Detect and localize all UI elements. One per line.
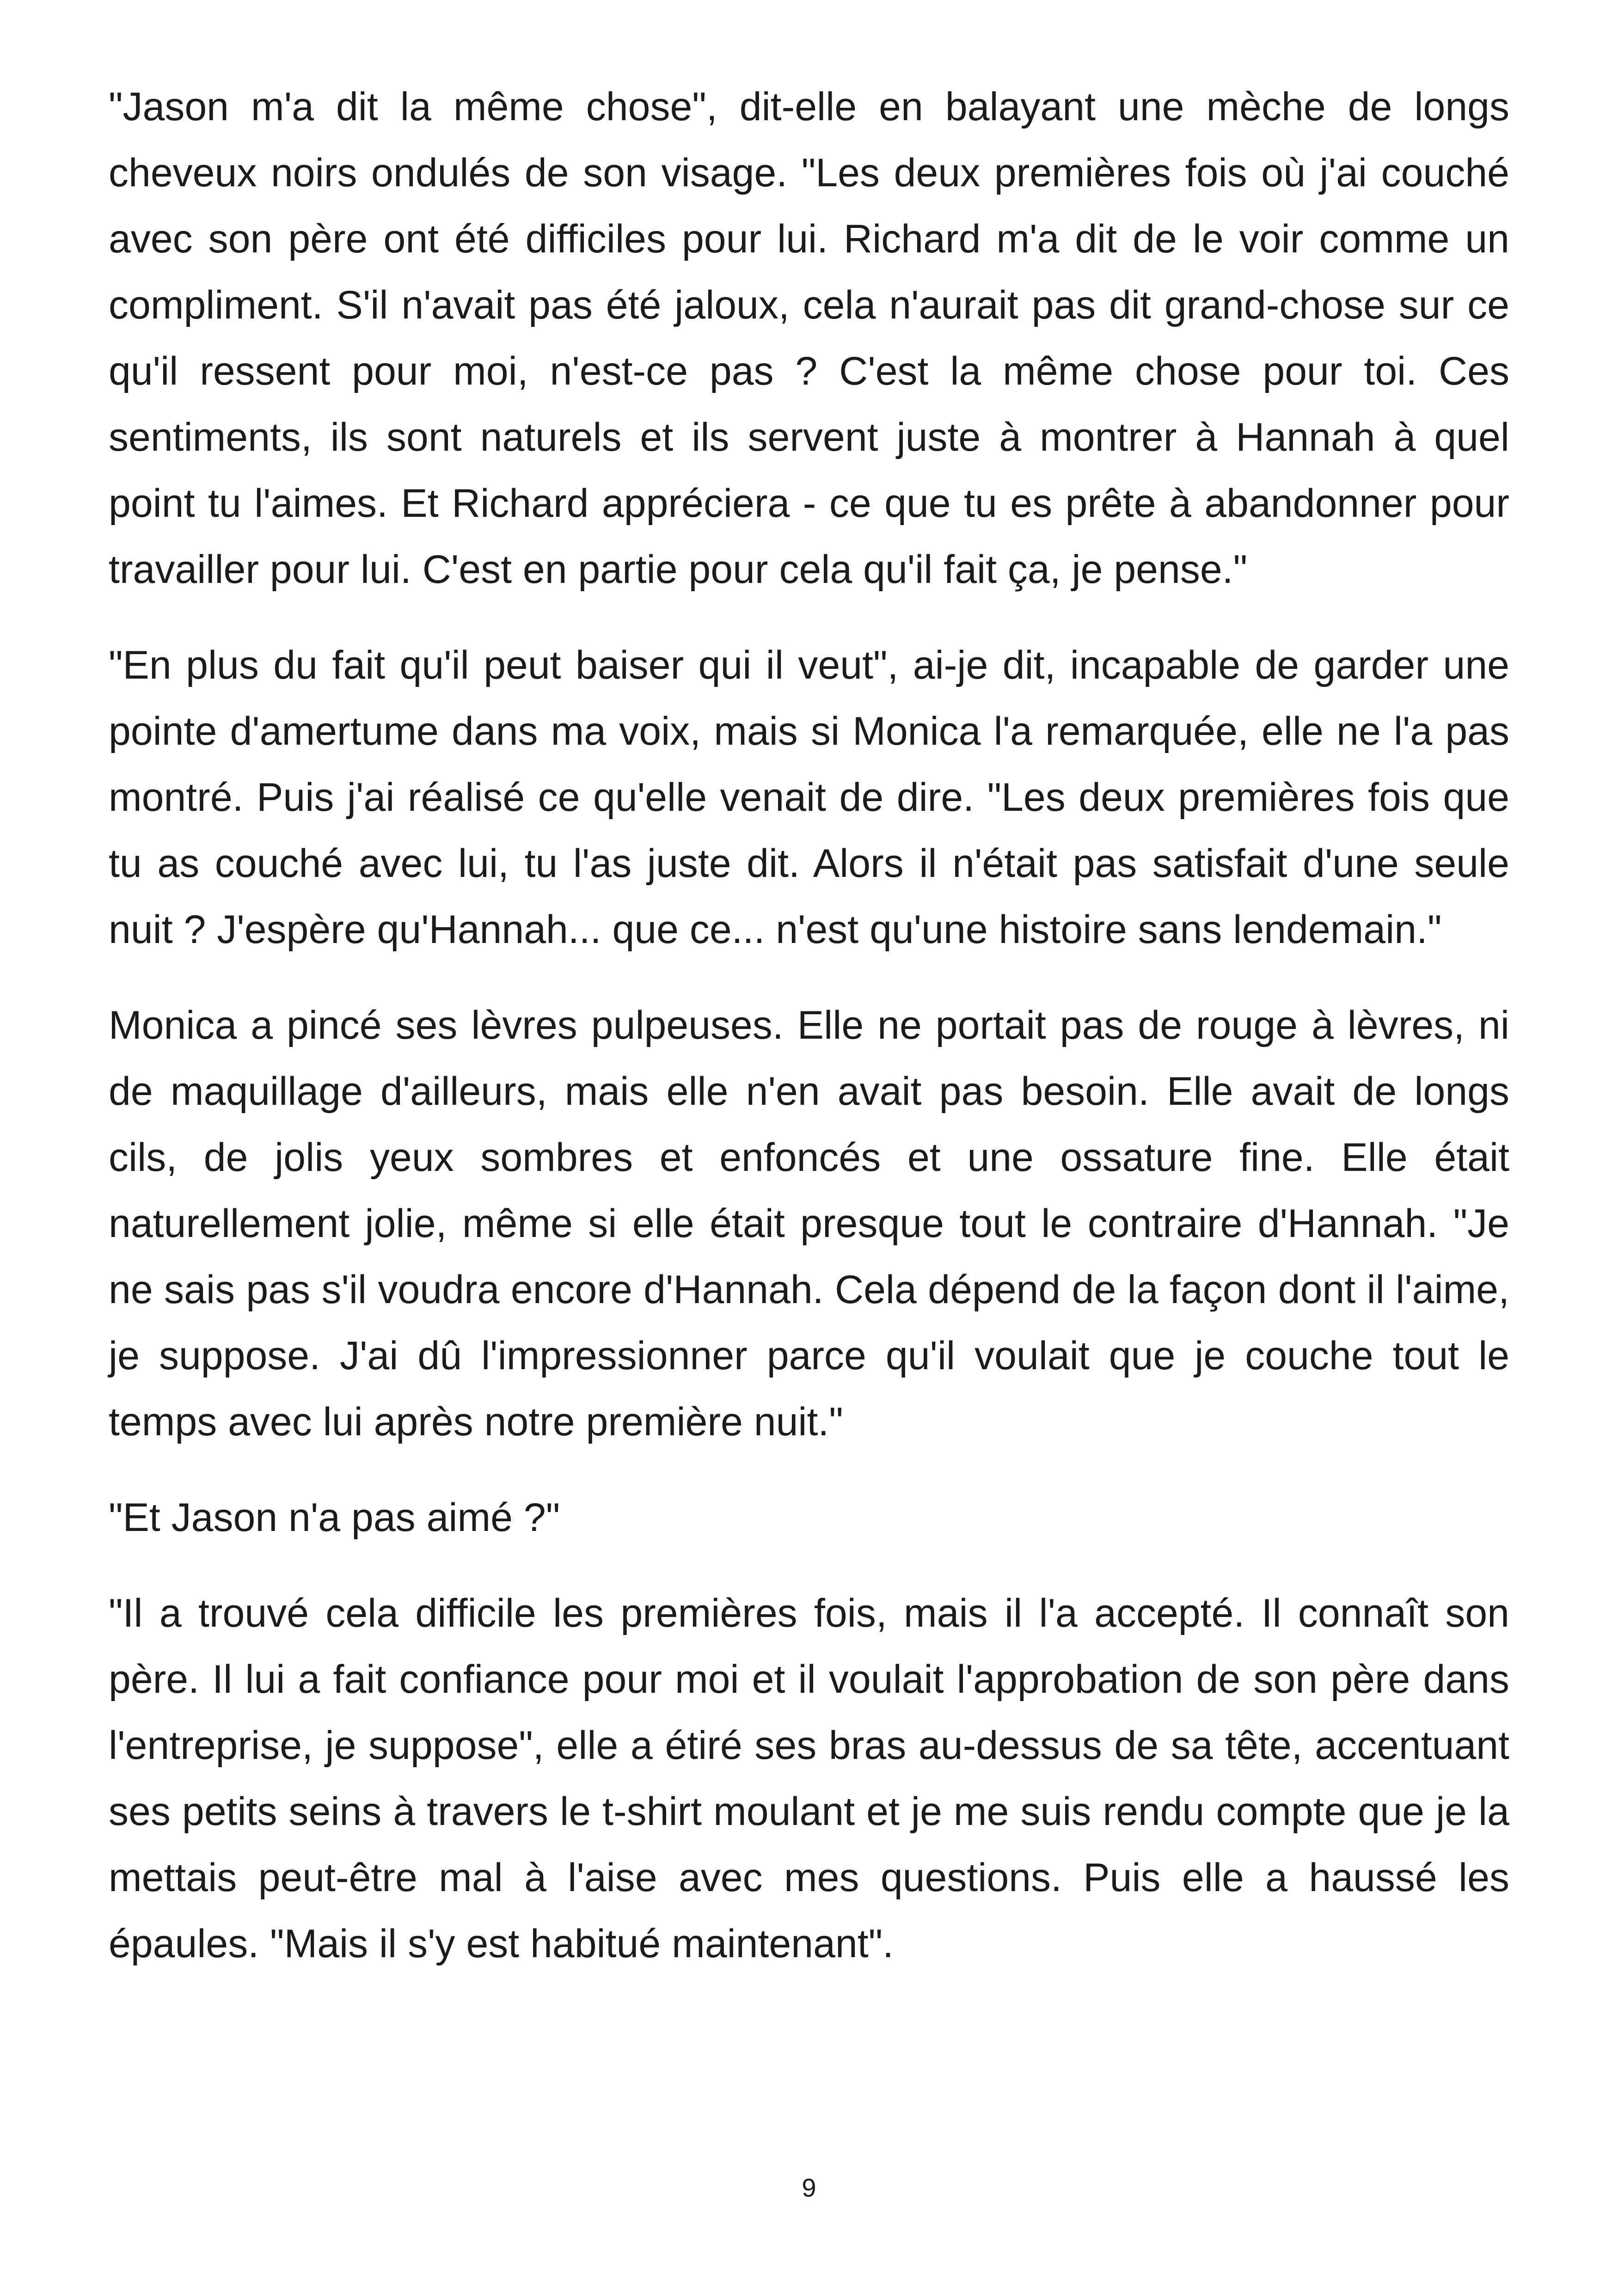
- paragraph-5: "Il a trouvé cela difficile les premières fois, mais il l'a accepté. Il connaît son père. Il lui a fait confiance pour moi et il voulait l'approbation de son père dans l'entreprise, je suppose", elle a étiré ses bras au-dessus de sa tête, accentuant ses petits seins à travers le t-shirt moulant et je me suis rendu compte que je la mettais peut-être mal à l'aise avec mes questions. Puis elle a haussé les épaules. "Mais il s'y est habitué maintenant".: [109, 1591, 1509, 1966]
- paragraph-1: "Jason m'a dit la même chose", dit-elle en balayant une mèche de longs cheveux noirs ondulés de son visage. "Les deux premières fois où j'ai couché avec son père ont été difficiles pour lui. Richard m'a dit de le voir comme un compliment. S'il n'avait pas été jaloux, cela n'aurait pas dit grand-chose sur ce qu'il ressent pour moi, n'est-ce pas ? C'est la même chose pour toi. Ces sentiments, ils sont naturels et ils servent juste à montrer à Hannah à quel point tu l'aimes. Et Richard appréciera - ce que tu es prête à abandonner pour travailler pour lui. C'est en partie pour cela qu'il fait ça, je pense.": [109, 85, 1509, 592]
- paragraph-3: Monica a pincé ses lèvres pulpeuses. Elle ne portait pas de rouge à lèvres, ni de maquillage d'ailleurs, mais elle n'en avait pas besoin. Elle avait de longs cils, de jolis yeux sombres et enfoncés et une ossature fine. Elle était naturellement jolie, même si elle était presque tout le contraire d'Hannah. "Je ne sais pas s'il voudra encore d'Hannah. Cela dépend de la façon dont il l'aime, je suppose. J'ai dû l'impressionner parce qu'il voulait que je couche tout le temps avec lui après notre première nuit.": [109, 1003, 1509, 1444]
- body-text: [109, 74, 1509, 2007]
- paragraph-2: "En plus du fait qu'il peut baiser qui il veut", ai-je dit, incapable de garder une pointe d'amertume dans ma voix, mais si Monica l'a remarquée, elle ne l'a pas montré. Puis j'ai réalisé ce qu'elle venait de dire. "Les deux premières fois que tu as couché avec lui, tu l'as juste dit. Alors il n'était pas satisfait d'une seule nuit ? J'espère qu'Hannah... que ce... n'est qu'une histoire sans lendemain.": [109, 643, 1509, 952]
- paragraph-4: "Et Jason n'a pas aimé ?": [109, 1495, 560, 1540]
- page-number: 9: [802, 2173, 816, 2202]
